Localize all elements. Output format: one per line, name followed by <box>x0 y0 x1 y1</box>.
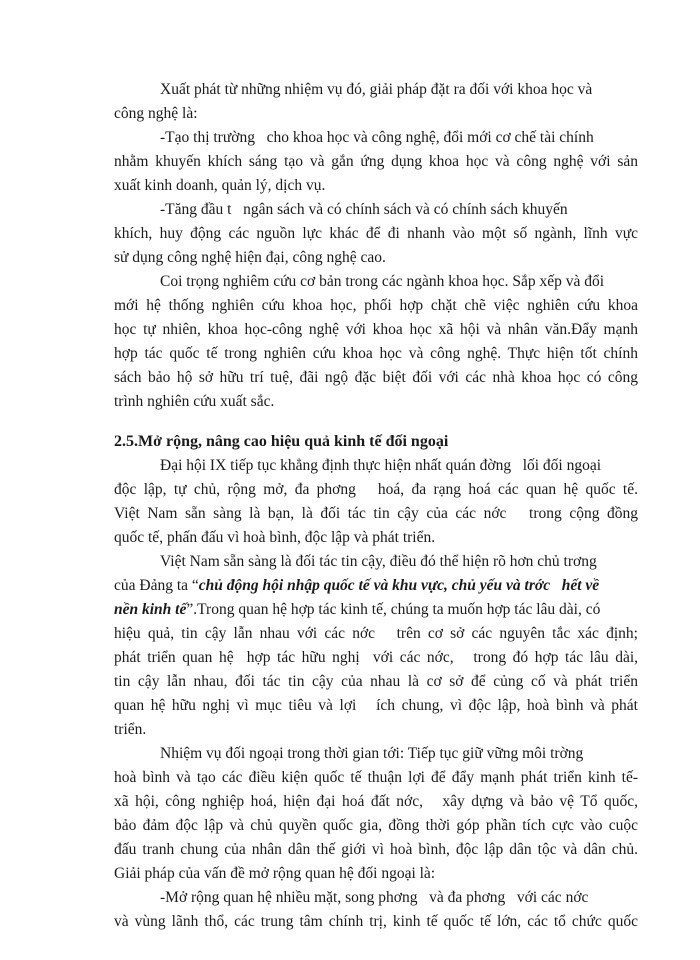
text-line: bảo đảm độc lập và chủ quyền quốc gia, đồng thời góp phần tích cực vào cuộc <box>114 817 638 834</box>
text-line: Việt Nam sẵn sàng là đối tác tin cậy, điều đó thể hiện rõ hơn chủ trơng <box>160 553 597 570</box>
text-line: Việt Nam sẵn sàng là bạn, là đối tác tin cậy của các nớc trong cộng đồng <box>114 505 638 522</box>
text-line: quốc tế, phấn đấu vì hoà bình, độc lập và phát triển. <box>114 529 436 546</box>
text-line: Xuất phát từ những nhiệm vụ đó, giải pháp đặt ra đối với khoa học và <box>160 81 593 98</box>
text-span: của Đảng ta “ <box>114 577 199 594</box>
text-line: sách bảo hộ sở hữu trí tuệ, đãi ngộ đặc biệt đối với các nhà khoa học có công <box>114 369 638 386</box>
text-line: hiệu quả, tin cậy lẫn nhau với các nớc trên cơ sở các nguyên tắc xác định; <box>114 625 638 642</box>
text-line: tin cậy lẫn nhau, đối tác tin cậy của nhau là cơ sở để củng cố và phát triển <box>114 673 638 690</box>
text-line <box>114 576 599 596</box>
text-line: xã hội, công nghiệp hoá, hiện đại hoá đất nớc, xây dựng và bảo vệ Tổ quốc, <box>114 793 638 810</box>
text-line: đấu tranh chung của nhân dân thế giới vì hoà bình, độc lập dân tộc và dân chủ. <box>114 841 638 858</box>
text-line: công nghệ là: <box>114 105 198 122</box>
emphasis-quote: chủ động hội nhập quốc tế và khu vực, chủ yếu và trớc hết về <box>198 577 600 594</box>
text-line: nhằm khuyến khích sáng tạo và gắn ứng dụng khoa học và công nghệ với sản <box>114 153 638 170</box>
text-line: sử dụng công nghệ hiện đại, công nghệ cao. <box>114 249 386 266</box>
text-line <box>114 600 600 620</box>
text-line: trình nghiên cứu xuất sắc. <box>114 393 275 410</box>
text-line: Đại hội IX tiếp tục khẳng định thực hiện nhất quán đờng lối đối ngoại <box>160 457 602 474</box>
section-heading: 2.5.Mở rộng, nâng cao hiệu quả kinh tế đối ngoại <box>114 433 449 450</box>
text-line: xuất kinh doanh, quản lý, dịch vụ. <box>114 177 326 194</box>
text-line: hoà bình và tạo các điều kiện quốc tế thuận lợi để đẩy mạnh phát triển kinh tế- <box>114 769 638 786</box>
text-span: ”.Trong quan hệ hợp tác kinh tế, chúng ta muốn hợp tác lâu dài, có <box>186 601 601 618</box>
text-line: hợp tác quốc tế trong nghiên cứu khoa học và công nghệ. Thực hiện tốt chính <box>114 345 638 362</box>
text-line: khích, huy động các nguồn lực khác để đi nhanh vào một số ngành, lĩnh vực <box>114 225 638 242</box>
text-line: và vùng lãnh thổ, các trung tâm chính trị, kinh tế quốc tế lớn, các tổ chức quốc <box>114 913 638 930</box>
text-line: học tự nhiên, khoa học-công nghệ với khoa học xã hội và nhân văn.Đẩy mạnh <box>114 321 638 338</box>
text-line: quan hệ hữu nghị vì mục tiêu và lợi ích chung, vì độc lập, hoà bình và phát <box>114 697 638 714</box>
text-line: triển. <box>114 721 147 738</box>
text-line: mới hệ thống nghiên cứu khoa học, phối hợp chặt chẽ việc nghiên cứu khoa <box>114 297 638 314</box>
text-line: -Mở rộng quan hệ nhiều mặt, song phơng và đa phơng với các nớc <box>160 889 589 906</box>
emphasis-quote: nền kinh tế <box>114 601 187 618</box>
text-line: phát triển quan hệ hợp tác hữu nghị với các nớc, trong đó hợp tác lâu dài, <box>114 649 638 666</box>
text-line: Nhiệm vụ đối ngoại trong thời gian tới: Tiếp tục giữ vững môi trờng <box>160 745 584 762</box>
text-line: độc lập, tự chủ, rộng mở, đa phơng hoá, đa rạng hoá các quan hệ quốc tế. <box>114 481 638 498</box>
text-line: Coi trọng nghiêm cứu cơ bản trong các ngành khoa học. Sắp xếp và đổi <box>160 273 605 290</box>
text-line: -Tạo thị trường cho khoa học và công nghệ, đổi mới cơ chế tài chính <box>160 129 594 146</box>
text-line: Giải pháp của vấn đề mở rộng quan hệ đối ngoại là: <box>114 865 436 882</box>
text-line: -Tăng đầu t ngân sách và có chính sách và có chính sách khuyến <box>160 201 568 218</box>
